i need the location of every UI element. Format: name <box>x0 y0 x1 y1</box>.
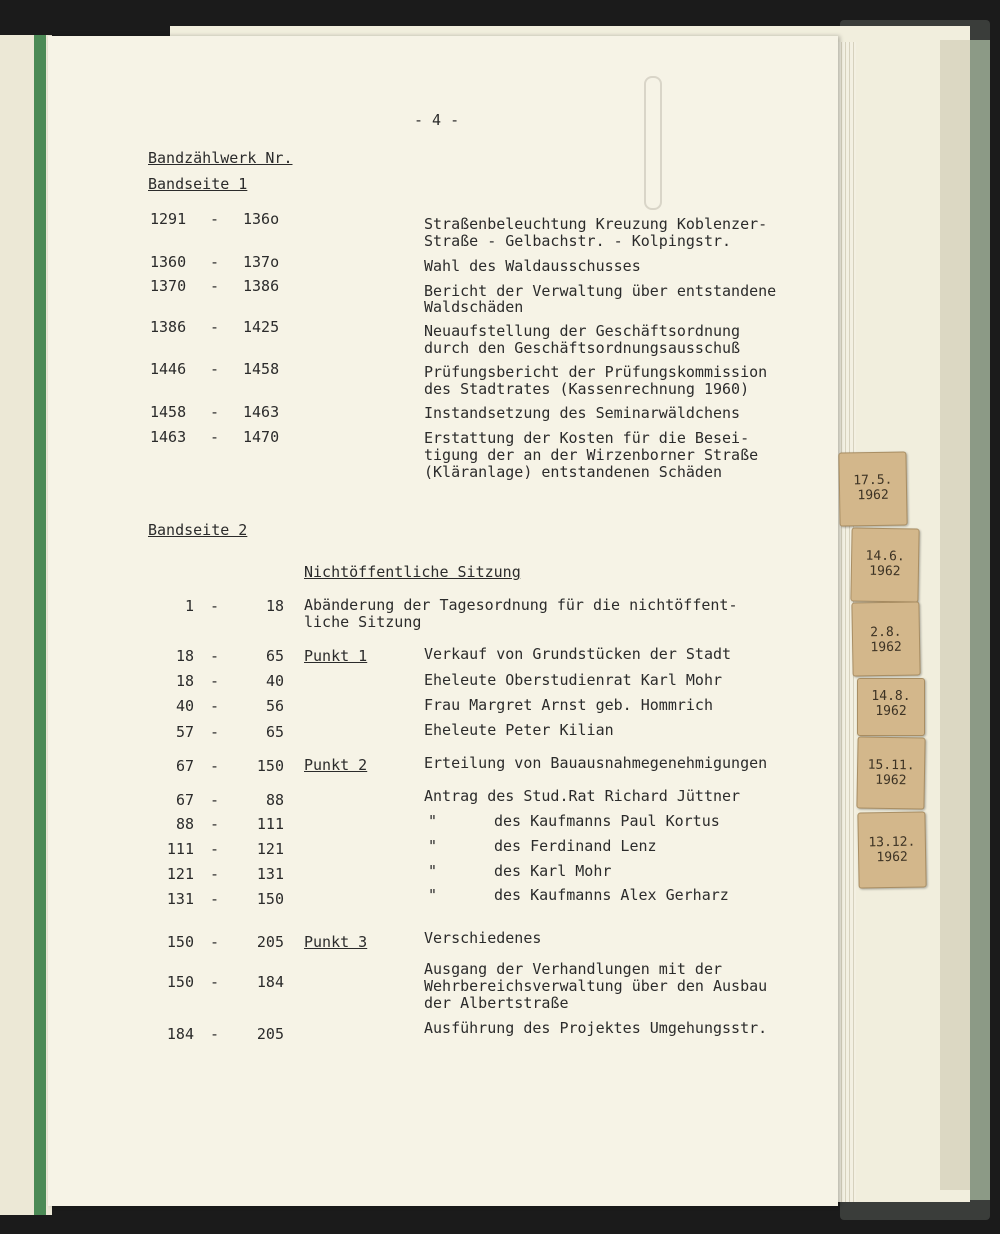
range-to: 1425 <box>243 318 280 336</box>
range-dash: - <box>210 890 220 908</box>
agenda-text: des Karl Mohr <box>494 862 612 880</box>
agenda-text: Ausgang der Verhandlungen mit der <box>424 960 723 978</box>
document-page <box>48 36 838 1206</box>
page-stack-edge <box>940 40 970 1190</box>
agenda-text: Erstattung der Kosten für die Besei- <box>424 429 750 447</box>
tab-date: 14.6. <box>865 548 905 565</box>
range-dash: - <box>210 428 220 446</box>
side-1-heading: Bandseite 1 <box>148 175 248 193</box>
range-from: 1463 <box>150 428 187 446</box>
paper-clip-mark <box>644 76 662 210</box>
range-from: 1370 <box>150 277 187 295</box>
tab-date: 13.12. <box>868 834 916 851</box>
range-to: 150 <box>256 757 284 775</box>
range-dash: - <box>210 757 220 775</box>
date-tab[interactable] <box>857 678 925 736</box>
range-dash: - <box>210 933 220 951</box>
range-dash: - <box>210 865 220 883</box>
range-to: 18 <box>265 597 284 615</box>
ditto-mark: " <box>428 886 438 904</box>
agenda-text-cont: Waldschäden <box>424 298 524 316</box>
range-to: 205 <box>256 1025 284 1043</box>
date-tab[interactable] <box>850 527 919 602</box>
register-title: Bandzählwerk Nr. <box>148 149 293 167</box>
tab-date: 2.8. <box>870 624 902 641</box>
tab-year: 1962 <box>870 639 902 656</box>
range-from: 150 <box>166 933 194 951</box>
range-dash: - <box>210 973 220 991</box>
range-to: 1458 <box>243 360 280 378</box>
range-dash: - <box>210 403 220 421</box>
range-from: 1360 <box>150 253 187 271</box>
agenda-text-cont: tigung der an der Wirzenborner Straße <box>424 446 759 464</box>
range-from: 1386 <box>150 318 187 336</box>
agenda-text: Straßenbeleuchtung Kreuzung Koblenzer- <box>424 215 768 233</box>
range-dash: - <box>210 815 220 833</box>
range-dash: - <box>210 1025 220 1043</box>
range-dash: - <box>210 647 220 665</box>
punkt-label: Punkt 2 <box>304 756 368 774</box>
section-title: Nichtöffentliche Sitzung <box>304 563 521 581</box>
agenda-text: Instandsetzung des Seminarwäldchens <box>424 404 741 422</box>
range-from: 88 <box>175 815 194 833</box>
range-dash: - <box>210 210 220 228</box>
range-from: 18 <box>175 672 194 690</box>
tab-date: 17.5. <box>853 472 893 489</box>
range-dash: - <box>210 318 220 336</box>
side-2-heading: Bandseite 2 <box>148 521 248 539</box>
range-to: 131 <box>256 865 284 883</box>
tab-date: 14.8. <box>871 689 911 704</box>
ditto-mark: " <box>428 812 438 830</box>
range-from: 57 <box>175 723 194 741</box>
range-to: 56 <box>265 697 284 715</box>
range-to: 121 <box>256 840 284 858</box>
agenda-text-cont: liche Sitzung <box>304 613 422 631</box>
ditto-mark: " <box>428 837 438 855</box>
date-tab[interactable] <box>857 811 926 888</box>
range-to: 137o <box>243 253 280 271</box>
punkt-label: Punkt 3 <box>304 933 368 951</box>
range-to: 40 <box>265 672 284 690</box>
range-to: 111 <box>256 815 284 833</box>
agenda-text: Erteilung von Bauausnahmegenehmigungen <box>424 754 768 772</box>
agenda-text-cont: der Albertstraße <box>424 994 569 1012</box>
date-tab[interactable] <box>856 736 925 809</box>
range-from: 40 <box>175 697 194 715</box>
range-to: 136o <box>243 210 280 228</box>
range-from: 1 <box>184 597 194 615</box>
tab-year: 1962 <box>869 563 901 580</box>
punkt-label: Punkt 1 <box>304 647 368 665</box>
range-from: 18 <box>175 647 194 665</box>
range-to: 65 <box>265 723 284 741</box>
agenda-text-cont: durch den Geschäftsordnungsausschuß <box>424 339 741 357</box>
range-from: 150 <box>166 973 194 991</box>
agenda-text: Neuaufstellung der Geschäftsordnung <box>424 322 741 340</box>
range-dash: - <box>210 253 220 271</box>
agenda-text: Verkauf von Grundstücken der Stadt <box>424 645 732 663</box>
range-to: 88 <box>265 791 284 809</box>
agenda-text: Bericht der Verwaltung über entstandene <box>424 282 777 300</box>
page-number: - 4 - <box>414 111 460 129</box>
agenda-text: des Ferdinand Lenz <box>494 837 657 855</box>
range-dash: - <box>210 840 220 858</box>
range-from: 1458 <box>150 403 187 421</box>
agenda-text: des Kaufmanns Paul Kortus <box>494 812 720 830</box>
agenda-text: Eheleute Peter Kilian <box>424 721 614 739</box>
range-dash: - <box>210 277 220 295</box>
agenda-text-cont: (Kläranlage) entstandenen Schäden <box>424 463 723 481</box>
range-dash: - <box>210 791 220 809</box>
range-dash: - <box>210 697 220 715</box>
agenda-text: Abänderung der Tagesordnung für die nichtöffent- <box>304 596 738 614</box>
binding-strip <box>34 35 46 1215</box>
tab-year: 1962 <box>875 704 907 719</box>
range-to: 205 <box>256 933 284 951</box>
range-from: 121 <box>166 865 194 883</box>
agenda-text: Prüfungsbericht der Prüfungskommission <box>424 363 768 381</box>
range-from: 67 <box>175 757 194 775</box>
tab-date: 15.11. <box>867 757 915 774</box>
range-to: 150 <box>256 890 284 908</box>
range-dash: - <box>210 672 220 690</box>
ditto-mark: " <box>428 862 438 880</box>
range-to: 1386 <box>243 277 280 295</box>
agenda-text-cont: Straße - Gelbachstr. - Kolpingstr. <box>424 232 732 250</box>
range-to: 1463 <box>243 403 280 421</box>
tab-year: 1962 <box>857 487 889 504</box>
range-dash: - <box>210 360 220 378</box>
agenda-text: Eheleute Oberstudienrat Karl Mohr <box>424 671 723 689</box>
agenda-text: Antrag des Stud.Rat Richard Jüttner <box>424 787 741 805</box>
agenda-text: Frau Margret Arnst geb. Hommrich <box>424 696 713 714</box>
tab-year: 1962 <box>876 849 908 866</box>
agenda-text: des Kaufmanns Alex Gerharz <box>494 886 729 904</box>
range-from: 184 <box>166 1025 194 1043</box>
range-to: 65 <box>265 647 284 665</box>
range-from: 111 <box>166 840 194 858</box>
range-from: 1446 <box>150 360 187 378</box>
date-tab[interactable] <box>838 451 907 526</box>
range-to: 1470 <box>243 428 280 446</box>
range-from: 1291 <box>150 210 187 228</box>
range-from: 67 <box>175 791 194 809</box>
agenda-text-cont: Wehrbereichsverwaltung über den Ausbau <box>424 977 768 995</box>
agenda-text: Verschiedenes <box>424 929 542 947</box>
agenda-text: Ausführung des Projektes Umgehungsstr. <box>424 1019 768 1037</box>
range-dash: - <box>210 723 220 741</box>
range-dash: - <box>210 597 220 615</box>
range-to: 184 <box>256 973 284 991</box>
date-tab[interactable] <box>851 601 920 676</box>
range-from: 131 <box>166 890 194 908</box>
agenda-text-cont: des Stadtrates (Kassenrechnung 1960) <box>424 380 750 398</box>
agenda-text: Wahl des Waldausschusses <box>424 257 641 275</box>
tab-year: 1962 <box>875 772 907 789</box>
